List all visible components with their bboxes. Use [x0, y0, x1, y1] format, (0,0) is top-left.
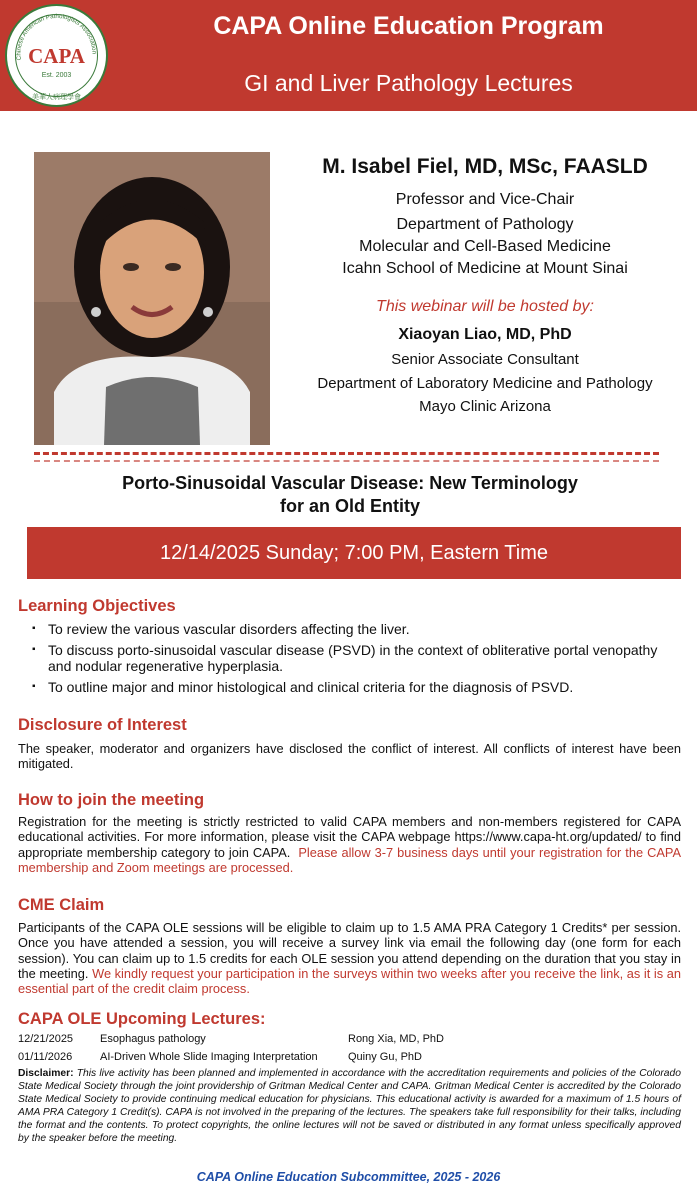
talk-title: [60, 472, 640, 518]
host-intro: This webinar will be hosted by:: [376, 298, 594, 315]
footer-credit: CAPA Online Education Subcommittee, 2025 - 2026: [196, 1170, 501, 1184]
date-time-bar: [27, 527, 681, 579]
upcoming-row: [18, 1033, 681, 1051]
logo-ring-text: Chinese American Pathologists Association: [15, 12, 98, 61]
upcoming-speaker: Rong Xia, MD, PhD: [348, 1033, 444, 1045]
join-paragraph: [18, 814, 681, 875]
date-time: 12/14/2025 Sunday; 7:00 PM, Eastern Time: [159, 542, 549, 564]
program-title: CAPA Online Education Program: [213, 12, 604, 40]
upcoming-date: 01/11/2026: [18, 1051, 73, 1063]
host-title: Senior Associate Consultant: [391, 351, 579, 368]
objectives-list: [18, 621, 681, 700]
cme-text: Participants of the CAPA OLE sessions will be eligible to claim up to 1.5 AMA PRA Category 1 Credits* per session. Once you have attended a session, you will receive a survey link via email the following day (one form for each session). You can claim up to 1.5 credits for each OLE session you attend depending on the duration that you stay in the meeting.: [18, 920, 681, 981]
cme-heading: CME Claim: [18, 896, 105, 914]
objective-item: ▪ To discuss porto-sinusoidal vascular disease (PSVD) in the context of obliterative portal venopathy and nodular regenerative hyperplasia.: [18, 642, 681, 674]
disclaimer: [18, 1068, 681, 1145]
cme-paragraph: [18, 920, 681, 996]
speaker-department: Department of Pathology: [396, 216, 574, 233]
divider-dashed-shadow: [34, 460, 659, 462]
logo-text: CAPA: [28, 44, 85, 68]
speaker-institution: Icahn School of Medicine at Mount Sinai: [342, 260, 628, 277]
program-subtitle: GI and Liver Pathology Lectures: [244, 70, 573, 96]
upcoming-date: 12/21/2025: [18, 1033, 74, 1045]
disclosure-heading: Disclosure of Interest: [18, 716, 187, 734]
speaker-photo: [34, 152, 270, 445]
speaker-name: M. Isabel Fiel, MD, MSc, FAASLD: [322, 155, 648, 178]
host-name: Xiaoyan Liao, MD, PhD: [398, 326, 572, 343]
upcoming-row: [18, 1051, 681, 1069]
disclaimer-text: This live activity has been planned and implemented in accordance with the accreditation requirements and policies of the Colorado State Medical Society through the joint providership of Gritman Medical Center and CAPA. Gritman Medical Center is accredited by the Colorado State Medical Society to provide continuing medical education for physicians. This educational activity is awarded for a maximum of 1.5 hours of AMA PRA Category 1 Credit(s). CAPA is not involved in the preparing of the lectures. The speakers take full responsibility for their talks, including the format and the contents. To protect copyrights, the online lectures will not be saved or distributed in any format unless specifically approved by the speaker before the meeting.: [18, 1068, 681, 1144]
host-institution: Mayo Clinic Arizona: [419, 398, 551, 415]
capa-logo: [5, 4, 108, 107]
speaker-title: Professor and Vice-Chair: [395, 191, 575, 208]
speaker-division: Molecular and Cell-Based Medicine: [359, 238, 611, 255]
host-department: Department of Laboratory Medicine and Pathology: [317, 375, 653, 392]
upcoming-topic: AI-Driven Whole Slide Imaging Interpretation: [100, 1051, 318, 1063]
disclaimer-label: Disclaimer:: [18, 1068, 74, 1079]
cme-note: We kindly request your participation in the surveys within two weeks after you receive the link, as it is an essential part of the credit claim process.: [18, 965, 681, 997]
talk-title-line2: for an Old Entity: [279, 496, 420, 516]
upcoming-speaker: Quiny Gu, PhD: [348, 1051, 422, 1063]
header-banner: [0, 0, 697, 111]
join-note: Please allow 3-7 business days until your registration for the CAPA membership and Zoom meetings are processed.: [18, 844, 681, 875]
objective-item: ▪ To review the various vascular disorders affecting the liver.: [18, 621, 681, 637]
objectives-heading: Learning Objectives: [18, 597, 176, 615]
join-heading: How to join the meeting: [18, 791, 205, 809]
logo-chinese-text: 美華人病理學會: [32, 93, 81, 101]
talk-title-line1: Porto-Sinusoidal Vascular Disease: New Terminology: [122, 473, 578, 493]
upcoming-heading: CAPA OLE Upcoming Lectures:: [18, 1010, 266, 1028]
objective-item: ▪ To outline major and minor histological and clinical criteria for the diagnosis of PSVD.: [18, 679, 681, 695]
disclosure-text: The speaker, moderator and organizers have disclosed the conflict of interest. All conflicts of interest have been mitigated.: [18, 741, 681, 772]
upcoming-topic: Esophagus pathology: [100, 1033, 206, 1045]
logo-est: Est. 2003: [41, 72, 72, 79]
divider-dashed: [34, 452, 659, 455]
join-text: Registration for the meeting is strictly restricted to valid CAPA members and non-members registered for CAPA educational activities. For more information, please visit the CAPA webpage https://www.capa-ht.org/updated/ to find appropriate membership category to join CAPA.: [18, 814, 681, 860]
